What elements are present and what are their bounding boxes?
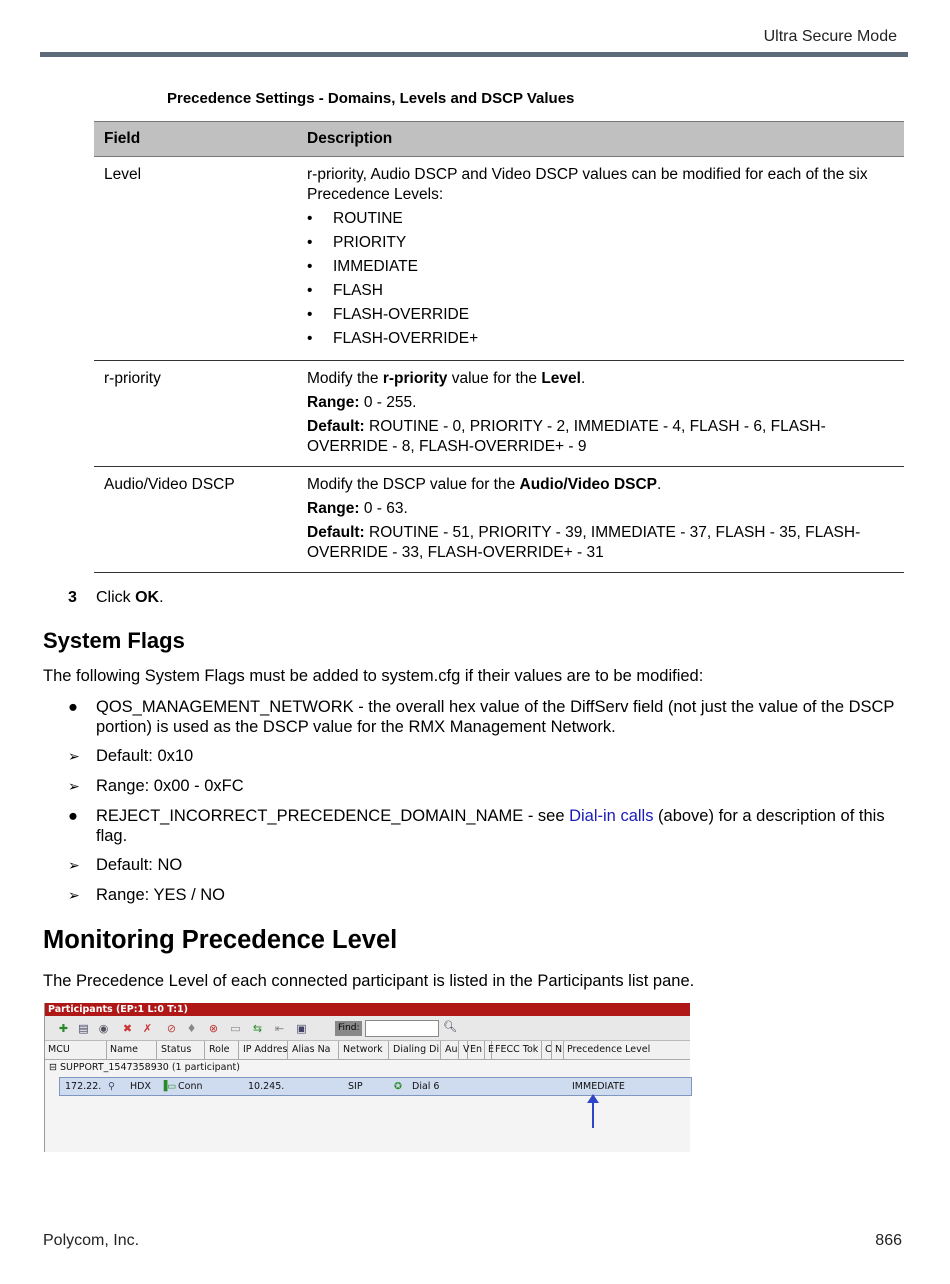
suspend-video-icon[interactable]: ⊗ — [208, 1022, 219, 1035]
flag-item: ● REJECT_INCORRECT_PRECEDENCE_DOMAIN_NAME - see Dial-in calls (above) for a description of this flag. — [68, 807, 885, 845]
column-n[interactable]: N — [552, 1041, 564, 1059]
column-alias-name[interactable]: Alias Na — [289, 1041, 339, 1059]
flag-default: ➢ Default: 0x10 — [68, 747, 194, 765]
column-ip-address[interactable]: IP Addres — [240, 1041, 288, 1059]
header-rule — [40, 52, 908, 57]
dial-in-calls-link[interactable]: Dial-in calls — [569, 807, 654, 825]
delete-icon[interactable]: ✖ — [122, 1022, 133, 1035]
table-row — [94, 361, 904, 467]
column-status[interactable]: Status — [158, 1041, 205, 1059]
endpoint-icon: ⚲ — [108, 1081, 115, 1092]
flag-range: ➢ Range: YES / NO — [68, 886, 226, 904]
column-encryption[interactable]: En — [467, 1041, 485, 1059]
lock-icon[interactable]: ▭ — [230, 1022, 241, 1035]
modify-text: Modify the DSCP value for the Audio/Video DSCP. — [307, 476, 662, 493]
column-header-description: Description — [297, 122, 904, 157]
add-from-address-book-icon[interactable]: ▤ — [78, 1022, 89, 1035]
description-cell — [297, 157, 904, 361]
column-name[interactable]: Name — [107, 1041, 157, 1059]
find-input[interactable] — [365, 1020, 439, 1037]
column-role[interactable]: Role — [206, 1041, 239, 1059]
mute-audio-icon[interactable]: ⊘ — [166, 1022, 177, 1035]
bullet-icon: ● — [68, 698, 78, 716]
participants-pane-screenshot — [44, 1003, 690, 1152]
layout-icon[interactable]: ▣ — [296, 1022, 307, 1035]
add-participant-icon[interactable]: ✚ — [58, 1022, 69, 1035]
cell-mcu: 172.22. — [65, 1081, 102, 1092]
flag-range: ➢ Range: 0x00 - 0xFC — [68, 777, 244, 795]
arrow-bullet-icon: ➢ — [68, 748, 80, 764]
view-icon[interactable]: ◉ — [98, 1022, 109, 1035]
list-item: • IMMEDIATE — [307, 258, 418, 275]
description-cell — [297, 361, 904, 467]
back-icon[interactable]: ⇤ — [274, 1022, 285, 1035]
system-flags-list — [68, 697, 908, 906]
flag-item: ● QOS_MANAGEMENT_NETWORK - the overall hex value of the DiffServ field (not just the value of the DSCP portion) is used as the DSCP value for the RMX Management Network. — [68, 698, 895, 736]
cell-dialing: Dial 6 — [412, 1081, 440, 1092]
column-headers — [45, 1041, 690, 1060]
search-icon[interactable]: 🔍︎ — [443, 1020, 457, 1033]
precedence-level-list — [307, 207, 894, 351]
monitoring-heading: Monitoring Precedence Level — [43, 926, 398, 954]
step-number: 3 — [68, 589, 77, 606]
move-icon[interactable]: ⇆ — [252, 1022, 263, 1035]
pane-title: Participants (EP:1 L:0 T:1) — [45, 1003, 690, 1016]
default-text: Default: ROUTINE - 51, PRIORITY - 39, IMMEDIATE - 37, FLASH - 35, FLASH-OVERRIDE - 33, FLASH-OVERRIDE+ - 31 — [307, 524, 861, 561]
table-row — [94, 467, 904, 573]
table-caption: Precedence Settings - Domains, Levels and DSCP Values — [167, 90, 575, 107]
default-text: Default: ROUTINE - 0, PRIORITY - 2, IMMEDIATE - 4, FLASH - 6, FLASH-OVERRIDE - 8, FLASH-OVERRIDE+ - 9 — [307, 418, 826, 455]
modify-text: Modify the r-priority value for the Level. — [307, 370, 586, 387]
description-text: r-priority, Audio DSCP and Video DSCP values can be modified for each of the six Precedence Levels: — [307, 166, 868, 203]
precedence-settings-table — [94, 121, 904, 573]
list-item: • FLASH — [307, 282, 383, 299]
field-cell: Level — [94, 157, 297, 361]
list-item: • FLASH-OVERRIDE — [307, 306, 470, 323]
range-text: Range: 0 - 63. — [307, 500, 408, 517]
table-row — [94, 157, 904, 361]
column-video[interactable]: V — [460, 1041, 468, 1059]
dial-in-icon: ✪ — [394, 1081, 402, 1092]
cell-status: Conn — [178, 1081, 203, 1092]
conference-group-row[interactable]: ⊟ SUPPORT_1547358930 (1 participant) — [49, 1062, 240, 1073]
column-fecc-token[interactable]: FECC Tok — [492, 1041, 542, 1059]
description-cell — [297, 467, 904, 573]
field-cell: Audio/Video DSCP — [94, 467, 297, 573]
arrow-bullet-icon: ➢ — [68, 887, 80, 903]
table-header-row — [94, 122, 904, 157]
column-network[interactable]: Network — [340, 1041, 389, 1059]
list-item: • FLASH-OVERRIDE+ — [307, 330, 479, 347]
cell-network: SIP — [348, 1081, 363, 1092]
procedure-step: 3 Click OK. — [68, 589, 164, 606]
cell-ip-address: 10.245. — [248, 1081, 285, 1092]
find-label: Find: — [335, 1021, 362, 1036]
column-dialing-direction[interactable]: Dialing Di — [390, 1041, 441, 1059]
arrow-bullet-icon: ➢ — [68, 778, 80, 794]
arrow-bullet-icon: ➢ — [68, 857, 80, 873]
connected-icon: ▐▭ — [160, 1081, 177, 1092]
list-item: • ROUTINE — [307, 210, 403, 227]
list-item: • PRIORITY — [307, 234, 407, 251]
column-header-field: Field — [94, 122, 297, 157]
system-flags-heading: System Flags — [43, 628, 185, 653]
column-e[interactable]: E — [485, 1041, 492, 1059]
cell-precedence-level: IMMEDIATE — [572, 1081, 625, 1092]
disconnect-icon[interactable]: ✗ — [142, 1022, 153, 1035]
monitoring-intro: The Precedence Level of each connected participant is listed in the Participants list pane. — [43, 972, 695, 990]
range-text: Range: 0 - 255. — [307, 394, 417, 411]
callout-arrow-icon — [592, 1098, 594, 1128]
flag-default: ➢ Default: NO — [68, 856, 183, 874]
cell-name: HDX — [130, 1081, 151, 1092]
pane-toolbar — [45, 1016, 690, 1041]
system-flags-intro: The following System Flags must be added to system.cfg if their values are to be modified: — [43, 667, 704, 685]
footer-company: Polycom, Inc. — [43, 1232, 140, 1249]
field-cell: r-priority — [94, 361, 297, 467]
column-mcu[interactable]: MCU — [45, 1041, 107, 1059]
column-precedence-level[interactable]: Precedence Level — [567, 1044, 651, 1055]
collapse-icon[interactable]: ⊟ — [49, 1062, 57, 1073]
bullet-icon: ● — [68, 807, 78, 825]
column-audio[interactable]: Au — [442, 1041, 459, 1059]
page-number: 866 — [875, 1232, 902, 1249]
unmute-icon[interactable]: ♦ — [186, 1022, 197, 1035]
column-c[interactable]: C — [542, 1041, 552, 1059]
running-header: Ultra Secure Mode — [763, 28, 897, 45]
